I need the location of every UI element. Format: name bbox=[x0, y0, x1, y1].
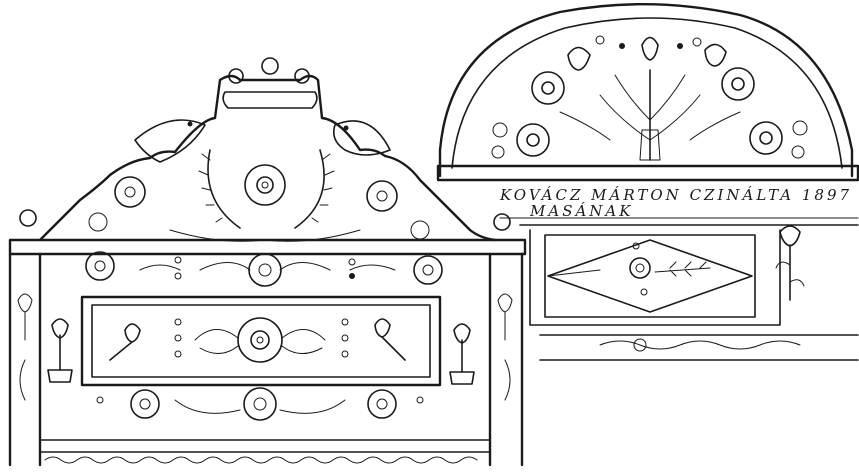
headboard-rosettes bbox=[86, 252, 442, 420]
potted-flower-motifs bbox=[48, 319, 474, 384]
arched-panel bbox=[438, 4, 858, 360]
headboard-panel bbox=[10, 58, 525, 465]
tree-of-life-motif bbox=[568, 38, 726, 161]
dot-columns bbox=[97, 257, 423, 403]
inscription-line-1: KOVÁCZ MÁRTON CZINÁLTA 1897 bbox=[500, 186, 853, 204]
inscription-line-2: MASÁNAK bbox=[530, 202, 634, 220]
bird-motifs bbox=[135, 120, 390, 162]
diamond-flower-motif bbox=[630, 243, 710, 295]
central-wreath-motif bbox=[170, 150, 360, 241]
